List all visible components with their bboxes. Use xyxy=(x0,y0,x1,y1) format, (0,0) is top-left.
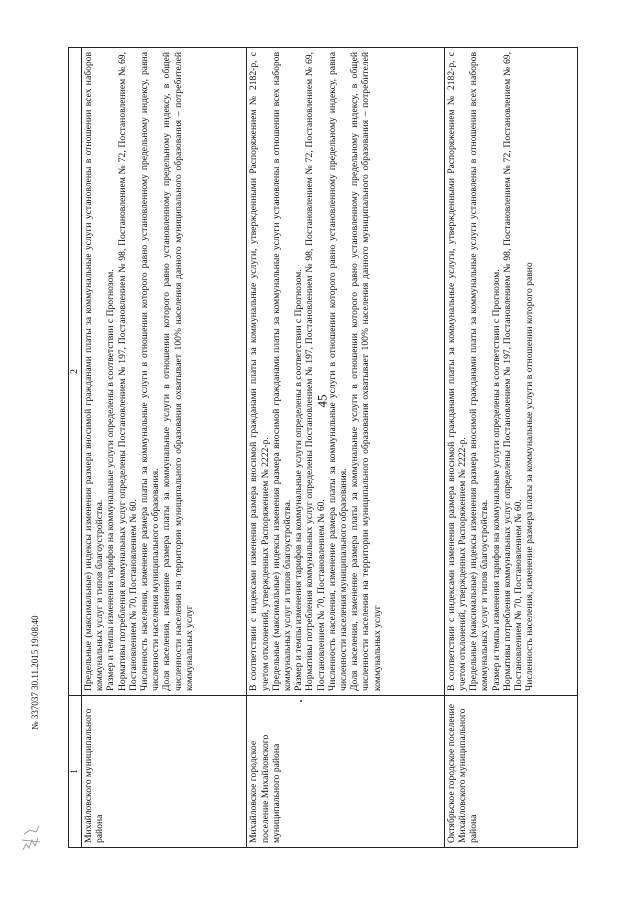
paragraph: В соответствии с индексами изменения размера вносимой гражданами платы за коммунальные услуги, утвержденными Распоряжением № 2182-р, с учетом отклонений, утвержденных Распоряжением № 2222-р. xyxy=(248,52,271,691)
description-cell xyxy=(247,48,445,696)
document-table xyxy=(68,47,578,848)
paragraph: Нормативы потребления коммунальных услуг определены Постановлением № 197, Постановлением № 98, Постановлением № 72, Постановлением № 69, Постановлением № 70, Постановлением № 60. xyxy=(304,52,327,691)
municipality-cell: Михайловского муниципального района xyxy=(82,696,247,848)
paragraph: Численность населения, изменение размера платы за коммунальные услуги в отношении которого равно установленному предельному индексу, равна численности населения муниципального образования. xyxy=(139,52,162,691)
table-row xyxy=(444,48,577,848)
municipality-cell: Михайловское городское поселение Михайловского муниципального района xyxy=(247,696,445,848)
paragraph: Доля населения, изменение размера платы за коммунальные услуги в отношении которого равно установленному предельному индексу, в общей численности населения на территории муниципального образования охватывает 100% населения данного муниципального образования – потребителей коммунальных услуг xyxy=(161,52,195,691)
municipality-cell: Октябрьское городское поселение Михайловского муниципального района xyxy=(444,696,577,848)
description-cell xyxy=(444,48,577,696)
paragraph: Доля населения, изменение размера платы за коммунальные услуги в отношении которого равно установленному предельному индексу, в общей численности населения на территории муниципального образования охватывает 100% населения данного муниципального образования – потребителей коммунальных услуг xyxy=(349,52,383,691)
document-stamp-text: № 337037 30.11.2015 19:08:40 xyxy=(30,615,40,730)
paragraph: Предельные (максимальные) индексы изменения размера вносимой гражданами платы за коммунальные услуги установлены в отношении всех наборов коммунальных услуг и типов благоустройства. xyxy=(468,52,491,691)
table-row xyxy=(82,48,247,848)
paragraph: Предельные (максимальные) индексы изменения размера вносимой гражданами платы за коммунальные услуги установлены в отношении всех наборов коммунальных услуг и типов благоустройства. xyxy=(83,52,106,691)
paragraph: Нормативы потребления коммунальных услуг определены Постановлением № 197, Постановлением № 98, Постановлением № 72, Постановлением № 69, Постановлением № 70, Постановлением № 60. xyxy=(501,52,525,691)
paragraph: Предельные (максимальные) индексы изменения размера вносимой гражданами платы за коммунальные услуги установлены в отношении всех наборов коммунальных услуг и типов благоустройства. xyxy=(270,52,293,691)
table-header-col-1: 1 xyxy=(69,696,82,848)
paragraph: Размер и темпы изменения тарифов на коммунальные услуги определены в соответствии с Прогнозом. xyxy=(105,269,117,691)
page-number: 45 xyxy=(314,394,330,408)
seal-stamp-icon xyxy=(20,820,42,854)
paragraph: Нормативы потребления коммунальных услуг определены Постановлением № 197, Постановлением № 98, Постановлением № 72, Постановлением № 69, Постановлением № 70, Постановлением № 60. xyxy=(116,52,139,691)
paragraph: Размер и темпы изменения тарифов на коммунальные услуги определены в соответствии с Прогнозом. xyxy=(490,269,502,691)
paragraph: Размер и темпы изменения тарифов на коммунальные услуги определены в соответствии с Прогнозом. xyxy=(293,269,305,691)
paragraph: Численность населения, изменение размера платы за коммунальные услуги в отношении которого равно установленному предельному индексу, равна численности населения муниципального образования. xyxy=(326,52,349,691)
paragraph: В соответствии с индексами изменения размера вносимой гражданами платы за коммунальные услуги, утвержденными Распоряжением № 2182-р, с учетом отклонений, утвержденных Распоряжением № 2222-р. xyxy=(445,52,469,691)
description-cell xyxy=(82,48,247,696)
table-header-row xyxy=(69,48,82,848)
paragraph: Численность населения, изменение размера платы за коммунальные услуги в отношении которого равно xyxy=(524,262,536,691)
rotated-page-content xyxy=(68,48,578,848)
table-header-col-2: 2 xyxy=(69,48,82,696)
table-row xyxy=(247,48,445,848)
